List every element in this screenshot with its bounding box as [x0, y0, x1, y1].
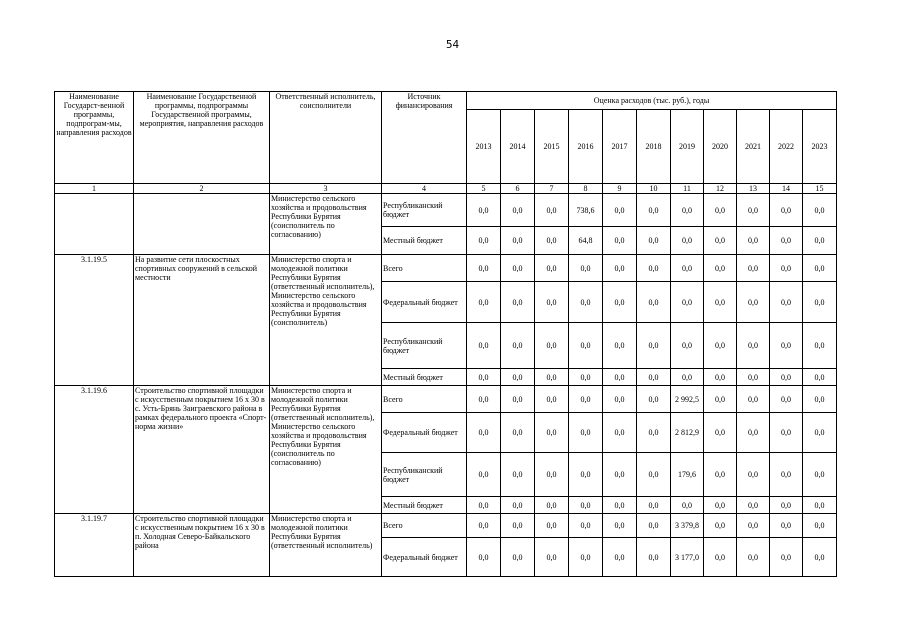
header-year: 2022: [770, 110, 803, 184]
value-cell: 64,8: [569, 227, 603, 255]
value-cell: 0,0: [603, 369, 637, 386]
table-row: [55, 194, 837, 227]
column-number: 11: [671, 184, 704, 194]
value-cell: 0,0: [603, 386, 637, 413]
value-cell: 0,0: [467, 369, 501, 386]
column-number: 8: [569, 184, 603, 194]
value-cell: 0,0: [737, 255, 770, 282]
value-cell: 0,0: [467, 514, 501, 538]
value-cell: 0,0: [637, 369, 671, 386]
funding-source: Республиканский бюджет: [382, 323, 467, 369]
value-cell: 0,0: [803, 194, 837, 227]
value-cell: 0,0: [770, 194, 803, 227]
value-cell: 0,0: [467, 255, 501, 282]
value-cell: 0,0: [671, 282, 704, 323]
value-cell: 0,0: [603, 514, 637, 538]
responsible-executor: Министерство спорта и молодежной политики Республики Бурятия (ответственный исполнитель), Министерство сельского хозяйства и продовольствия Республики Бурятия (соисполнитель по согласованию): [270, 386, 382, 514]
column-number-row: [55, 184, 837, 194]
value-cell: 0,0: [671, 194, 704, 227]
value-cell: 0,0: [569, 282, 603, 323]
value-cell: 0,0: [467, 538, 501, 577]
value-cell: 0,0: [501, 514, 535, 538]
value-cell: 0,0: [704, 413, 737, 453]
header-year: 2019: [671, 110, 704, 184]
value-cell: 0,0: [569, 323, 603, 369]
value-cell: 0,0: [737, 369, 770, 386]
measure-code: 3.1.19.7: [55, 514, 134, 577]
value-cell: 0,0: [467, 497, 501, 514]
value-cell: 0,0: [467, 453, 501, 497]
value-cell: 0,0: [603, 497, 637, 514]
measure-code: [55, 194, 134, 255]
value-cell: 0,0: [770, 413, 803, 453]
value-cell: 0,0: [737, 497, 770, 514]
value-cell: 0,0: [637, 413, 671, 453]
value-cell: 0,0: [671, 323, 704, 369]
value-cell: 0,0: [467, 227, 501, 255]
responsible-executor: Министерство спорта и молодежной политики Республики Бурятия (ответственный исполнитель), Министерство сельского хозяйства и продовольствия Республики Бурятия (соисполнитель): [270, 255, 382, 386]
header-year: 2015: [535, 110, 569, 184]
value-cell: 0,0: [704, 282, 737, 323]
funding-source: Местный бюджет: [382, 497, 467, 514]
value-cell: 0,0: [704, 194, 737, 227]
value-cell: 0,0: [467, 413, 501, 453]
value-cell: 0,0: [637, 282, 671, 323]
value-cell: 0,0: [467, 282, 501, 323]
value-cell: 0,0: [569, 255, 603, 282]
value-cell: 0,0: [770, 514, 803, 538]
value-cell: 0,0: [535, 323, 569, 369]
value-cell: 0,0: [803, 453, 837, 497]
column-number: 14: [770, 184, 803, 194]
column-number: 5: [467, 184, 501, 194]
header-cost-estimate: Оценка расходов (тыс. руб.), годы: [467, 92, 837, 110]
value-cell: 0,0: [535, 227, 569, 255]
value-cell: 0,0: [501, 323, 535, 369]
column-number: 9: [603, 184, 637, 194]
value-cell: 0,0: [803, 497, 837, 514]
funding-source: Местный бюджет: [382, 227, 467, 255]
value-cell: 0,0: [535, 255, 569, 282]
value-cell: 0,0: [603, 282, 637, 323]
value-cell: 0,0: [770, 282, 803, 323]
value-cell: 0,0: [803, 514, 837, 538]
header-row: [55, 92, 837, 110]
column-number: 1: [55, 184, 134, 194]
value-cell: 0,0: [637, 323, 671, 369]
funding-source: Федеральный бюджет: [382, 282, 467, 323]
value-cell: 0,0: [637, 538, 671, 577]
column-number: 3: [270, 184, 382, 194]
value-cell: 0,0: [535, 386, 569, 413]
value-cell: 2 992,5: [671, 386, 704, 413]
value-cell: 0,0: [569, 538, 603, 577]
value-cell: 0,0: [535, 514, 569, 538]
value-cell: 0,0: [467, 386, 501, 413]
funding-source: Республиканский бюджет: [382, 194, 467, 227]
value-cell: 0,0: [637, 453, 671, 497]
header-year: 2021: [737, 110, 770, 184]
header-year: 2017: [603, 110, 637, 184]
value-cell: 0,0: [569, 514, 603, 538]
value-cell: 0,0: [671, 369, 704, 386]
value-cell: 0,0: [603, 453, 637, 497]
value-cell: 0,0: [535, 194, 569, 227]
value-cell: 0,0: [501, 497, 535, 514]
value-cell: 0,0: [803, 282, 837, 323]
responsible-executor: Министерство сельского хозяйства и продовольствия Республики Бурятия (соисполнитель по согласованию): [270, 194, 382, 255]
value-cell: 0,0: [704, 497, 737, 514]
value-cell: 0,0: [569, 413, 603, 453]
value-cell: 0,0: [603, 538, 637, 577]
page-number: 54: [445, 39, 460, 51]
value-cell: 0,0: [569, 369, 603, 386]
value-cell: 0,0: [704, 323, 737, 369]
value-cell: 0,0: [671, 255, 704, 282]
value-cell: 738,6: [569, 194, 603, 227]
responsible-executor: Министерство спорта и молодежной политики Республики Бурятия (ответственный исполнитель): [270, 514, 382, 577]
value-cell: 0,0: [671, 227, 704, 255]
value-cell: 0,0: [704, 386, 737, 413]
value-cell: 0,0: [770, 323, 803, 369]
value-cell: 0,0: [770, 255, 803, 282]
value-cell: 0,0: [671, 497, 704, 514]
value-cell: 0,0: [770, 369, 803, 386]
value-cell: 0,0: [704, 227, 737, 255]
measure-name: Строительство спортивной площадки с искусственным покрытием 16 х 30 в п. Холодная Северо-Байкальского района: [134, 514, 270, 577]
funding-source: Всего: [382, 255, 467, 282]
header-year: 2013: [467, 110, 501, 184]
header-year: 2018: [637, 110, 671, 184]
funding-source: Федеральный бюджет: [382, 413, 467, 453]
value-cell: 2 812,9: [671, 413, 704, 453]
value-cell: 0,0: [770, 453, 803, 497]
value-cell: 0,0: [770, 386, 803, 413]
table-row: [55, 255, 837, 282]
value-cell: 0,0: [737, 453, 770, 497]
value-cell: 0,0: [501, 386, 535, 413]
value-cell: 3 177,0: [671, 538, 704, 577]
value-cell: 0,0: [501, 227, 535, 255]
value-cell: 0,0: [535, 282, 569, 323]
value-cell: 0,0: [704, 538, 737, 577]
header-year: 2023: [803, 110, 837, 184]
column-number: 13: [737, 184, 770, 194]
measure-name: На развитие сети плоскостных спортивных сооружений в сельской местности: [134, 255, 270, 386]
column-number: 6: [501, 184, 535, 194]
value-cell: 0,0: [603, 323, 637, 369]
budget-table: [54, 91, 837, 577]
value-cell: 0,0: [637, 255, 671, 282]
table-row: [55, 386, 837, 413]
value-cell: 0,0: [535, 538, 569, 577]
value-cell: 0,0: [501, 282, 535, 323]
value-cell: 0,0: [737, 386, 770, 413]
measure-name: Строительство спортивной площадки с искусственным покрытием 16 х 30 в с. Усть-Брянь Заиграевского района в рамках федерального проекта «Спорт-норма жизни»: [134, 386, 270, 514]
funding-source: Местный бюджет: [382, 369, 467, 386]
value-cell: 0,0: [501, 194, 535, 227]
value-cell: 0,0: [737, 227, 770, 255]
value-cell: 0,0: [569, 386, 603, 413]
value-cell: 0,0: [737, 413, 770, 453]
value-cell: 0,0: [770, 538, 803, 577]
value-cell: 0,0: [737, 323, 770, 369]
value-cell: 0,0: [803, 369, 837, 386]
value-cell: 0,0: [737, 538, 770, 577]
value-cell: 0,0: [803, 323, 837, 369]
column-number: 7: [535, 184, 569, 194]
header-measure-name: Наименование Государственной программы, подпрограммы Государственной программы, мероприятия, направления расходов: [134, 92, 270, 184]
header-program-name: Наименование Государст-венной программы, подпрограм-мы, направления расходов: [55, 92, 134, 184]
column-number: 10: [637, 184, 671, 194]
measure-name: [134, 194, 270, 255]
value-cell: 0,0: [803, 538, 837, 577]
value-cell: 0,0: [569, 497, 603, 514]
value-cell: 3 379,8: [671, 514, 704, 538]
value-cell: 0,0: [637, 497, 671, 514]
header-funding-source: Источник финансирования: [382, 92, 467, 184]
value-cell: 0,0: [704, 255, 737, 282]
value-cell: 0,0: [501, 538, 535, 577]
value-cell: 0,0: [603, 255, 637, 282]
value-cell: 179,6: [671, 453, 704, 497]
value-cell: 0,0: [803, 255, 837, 282]
value-cell: 0,0: [637, 386, 671, 413]
value-cell: 0,0: [467, 194, 501, 227]
value-cell: 0,0: [704, 453, 737, 497]
value-cell: 0,0: [501, 255, 535, 282]
value-cell: 0,0: [535, 497, 569, 514]
measure-code: 3.1.19.5: [55, 255, 134, 386]
value-cell: 0,0: [603, 194, 637, 227]
value-cell: 0,0: [637, 514, 671, 538]
funding-source: Всего: [382, 386, 467, 413]
measure-code: 3.1.19.6: [55, 386, 134, 514]
value-cell: 0,0: [467, 323, 501, 369]
value-cell: 0,0: [803, 413, 837, 453]
value-cell: 0,0: [803, 227, 837, 255]
funding-source: Федеральный бюджет: [382, 538, 467, 577]
funding-source: Всего: [382, 514, 467, 538]
header-year: 2016: [569, 110, 603, 184]
value-cell: 0,0: [704, 514, 737, 538]
value-cell: 0,0: [501, 369, 535, 386]
value-cell: 0,0: [770, 497, 803, 514]
value-cell: 0,0: [603, 227, 637, 255]
column-number: 2: [134, 184, 270, 194]
column-number: 12: [704, 184, 737, 194]
value-cell: 0,0: [704, 369, 737, 386]
value-cell: 0,0: [569, 453, 603, 497]
value-cell: 0,0: [535, 369, 569, 386]
value-cell: 0,0: [803, 386, 837, 413]
column-number: 4: [382, 184, 467, 194]
funding-source: Республиканский бюджет: [382, 453, 467, 497]
value-cell: 0,0: [637, 194, 671, 227]
value-cell: 0,0: [535, 413, 569, 453]
header-year: 2014: [501, 110, 535, 184]
value-cell: 0,0: [501, 413, 535, 453]
header-year: 2020: [704, 110, 737, 184]
value-cell: 0,0: [501, 453, 535, 497]
value-cell: 0,0: [737, 282, 770, 323]
value-cell: 0,0: [603, 413, 637, 453]
value-cell: 0,0: [770, 227, 803, 255]
value-cell: 0,0: [737, 194, 770, 227]
value-cell: 0,0: [637, 227, 671, 255]
table-row: [55, 514, 837, 538]
value-cell: 0,0: [535, 453, 569, 497]
value-cell: 0,0: [737, 514, 770, 538]
header-executor: Ответственный исполнитель, соисполнители: [270, 92, 382, 184]
column-number: 15: [803, 184, 837, 194]
